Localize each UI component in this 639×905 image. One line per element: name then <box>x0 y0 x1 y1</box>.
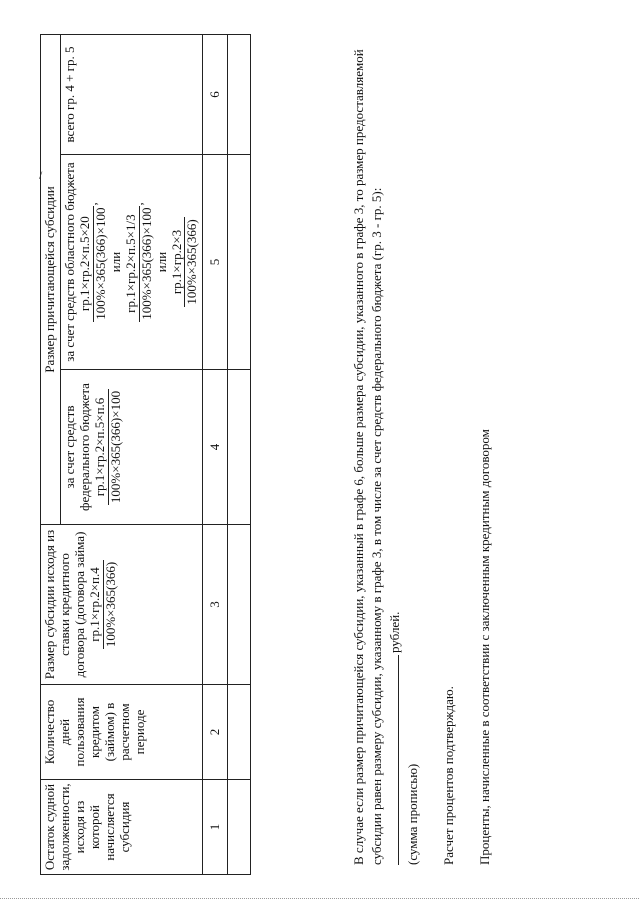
col3-text: Размер субсидии исходя из ставки кредитного договора (договора займа) <box>42 529 87 680</box>
column-number: 5 <box>203 155 228 370</box>
case-paragraph: В случае если размер причитающейся субсидии, указанный в графе 6, больше размера субсидии, указанного в графе 3, то размер предоставляемой субсидии равен размеру субсидии, указанному в графе 3, в том числе за счет средств федерального бюджета (гр. 3 - гр. 5): <box>351 49 384 865</box>
subsidy-table <box>40 34 251 875</box>
col5-formula-2: гр.1×гр.2×п.5×1/3 100%×365(366)×100 <box>122 207 154 320</box>
column-numbers-row <box>203 34 228 874</box>
rotated-content <box>40 35 600 875</box>
header-due-subsidy: Размер причитающейся субсидии <box>41 34 61 524</box>
rubles-label: рублей. <box>387 611 402 653</box>
interest-text: Проценты, начисленные в соответствии с заключенным кредитным договором <box>477 429 492 865</box>
header-total: всего гр. 4 + гр. 5 <box>60 34 202 154</box>
header-days: Количество дней пользования кредитом (займом) в расчетном периоде <box>41 685 203 780</box>
header-balance: Остаток судной задолженности, исходя из которой начисляется субсидия <box>41 780 203 875</box>
column-number: 4 <box>203 370 228 525</box>
sum-row <box>386 45 404 865</box>
header-federal-budget: за счет средств федерального бюджета гр.1×гр.2×п.5×п.6 100%×365(366)×100 <box>60 370 202 525</box>
sum-caption: (сумма прописью) <box>405 763 420 865</box>
page-bottom-divider <box>0 898 639 899</box>
empty-row <box>228 34 251 874</box>
notes-block <box>350 45 494 865</box>
confirm-text: Расчет процентов подтверждаю. <box>441 686 456 865</box>
col4-formula: гр.1×гр.2×п.5×п.6 100%×365(366)×100 <box>91 390 123 504</box>
header-regional-budget: за счет средств областного бюджета гр.1×гр.2×п.5×20 100%×365(366)×100 , или гр.1×гр.2×п.5×1/3 100%×365(366)×100 , или гр.1×гр.2×3 100%×365(366) <box>60 155 202 370</box>
col5-formula-3: гр.1×гр.2×3 100%×365(366) <box>168 219 200 305</box>
column-number: 1 <box>203 780 228 875</box>
page-mark: / <box>39 168 43 182</box>
column-number: 2 <box>203 685 228 780</box>
col5-formula-1: гр.1×гр.2×п.5×20 100%×365(366)×100 <box>76 207 108 320</box>
column-number: 6 <box>203 34 228 154</box>
column-number: 3 <box>203 525 228 685</box>
header-subsidy-by-rate <box>41 525 203 685</box>
sum-input-line <box>386 655 399 865</box>
col3-formula: гр.1×гр.2×п.4 100%×365(366) <box>86 561 118 648</box>
